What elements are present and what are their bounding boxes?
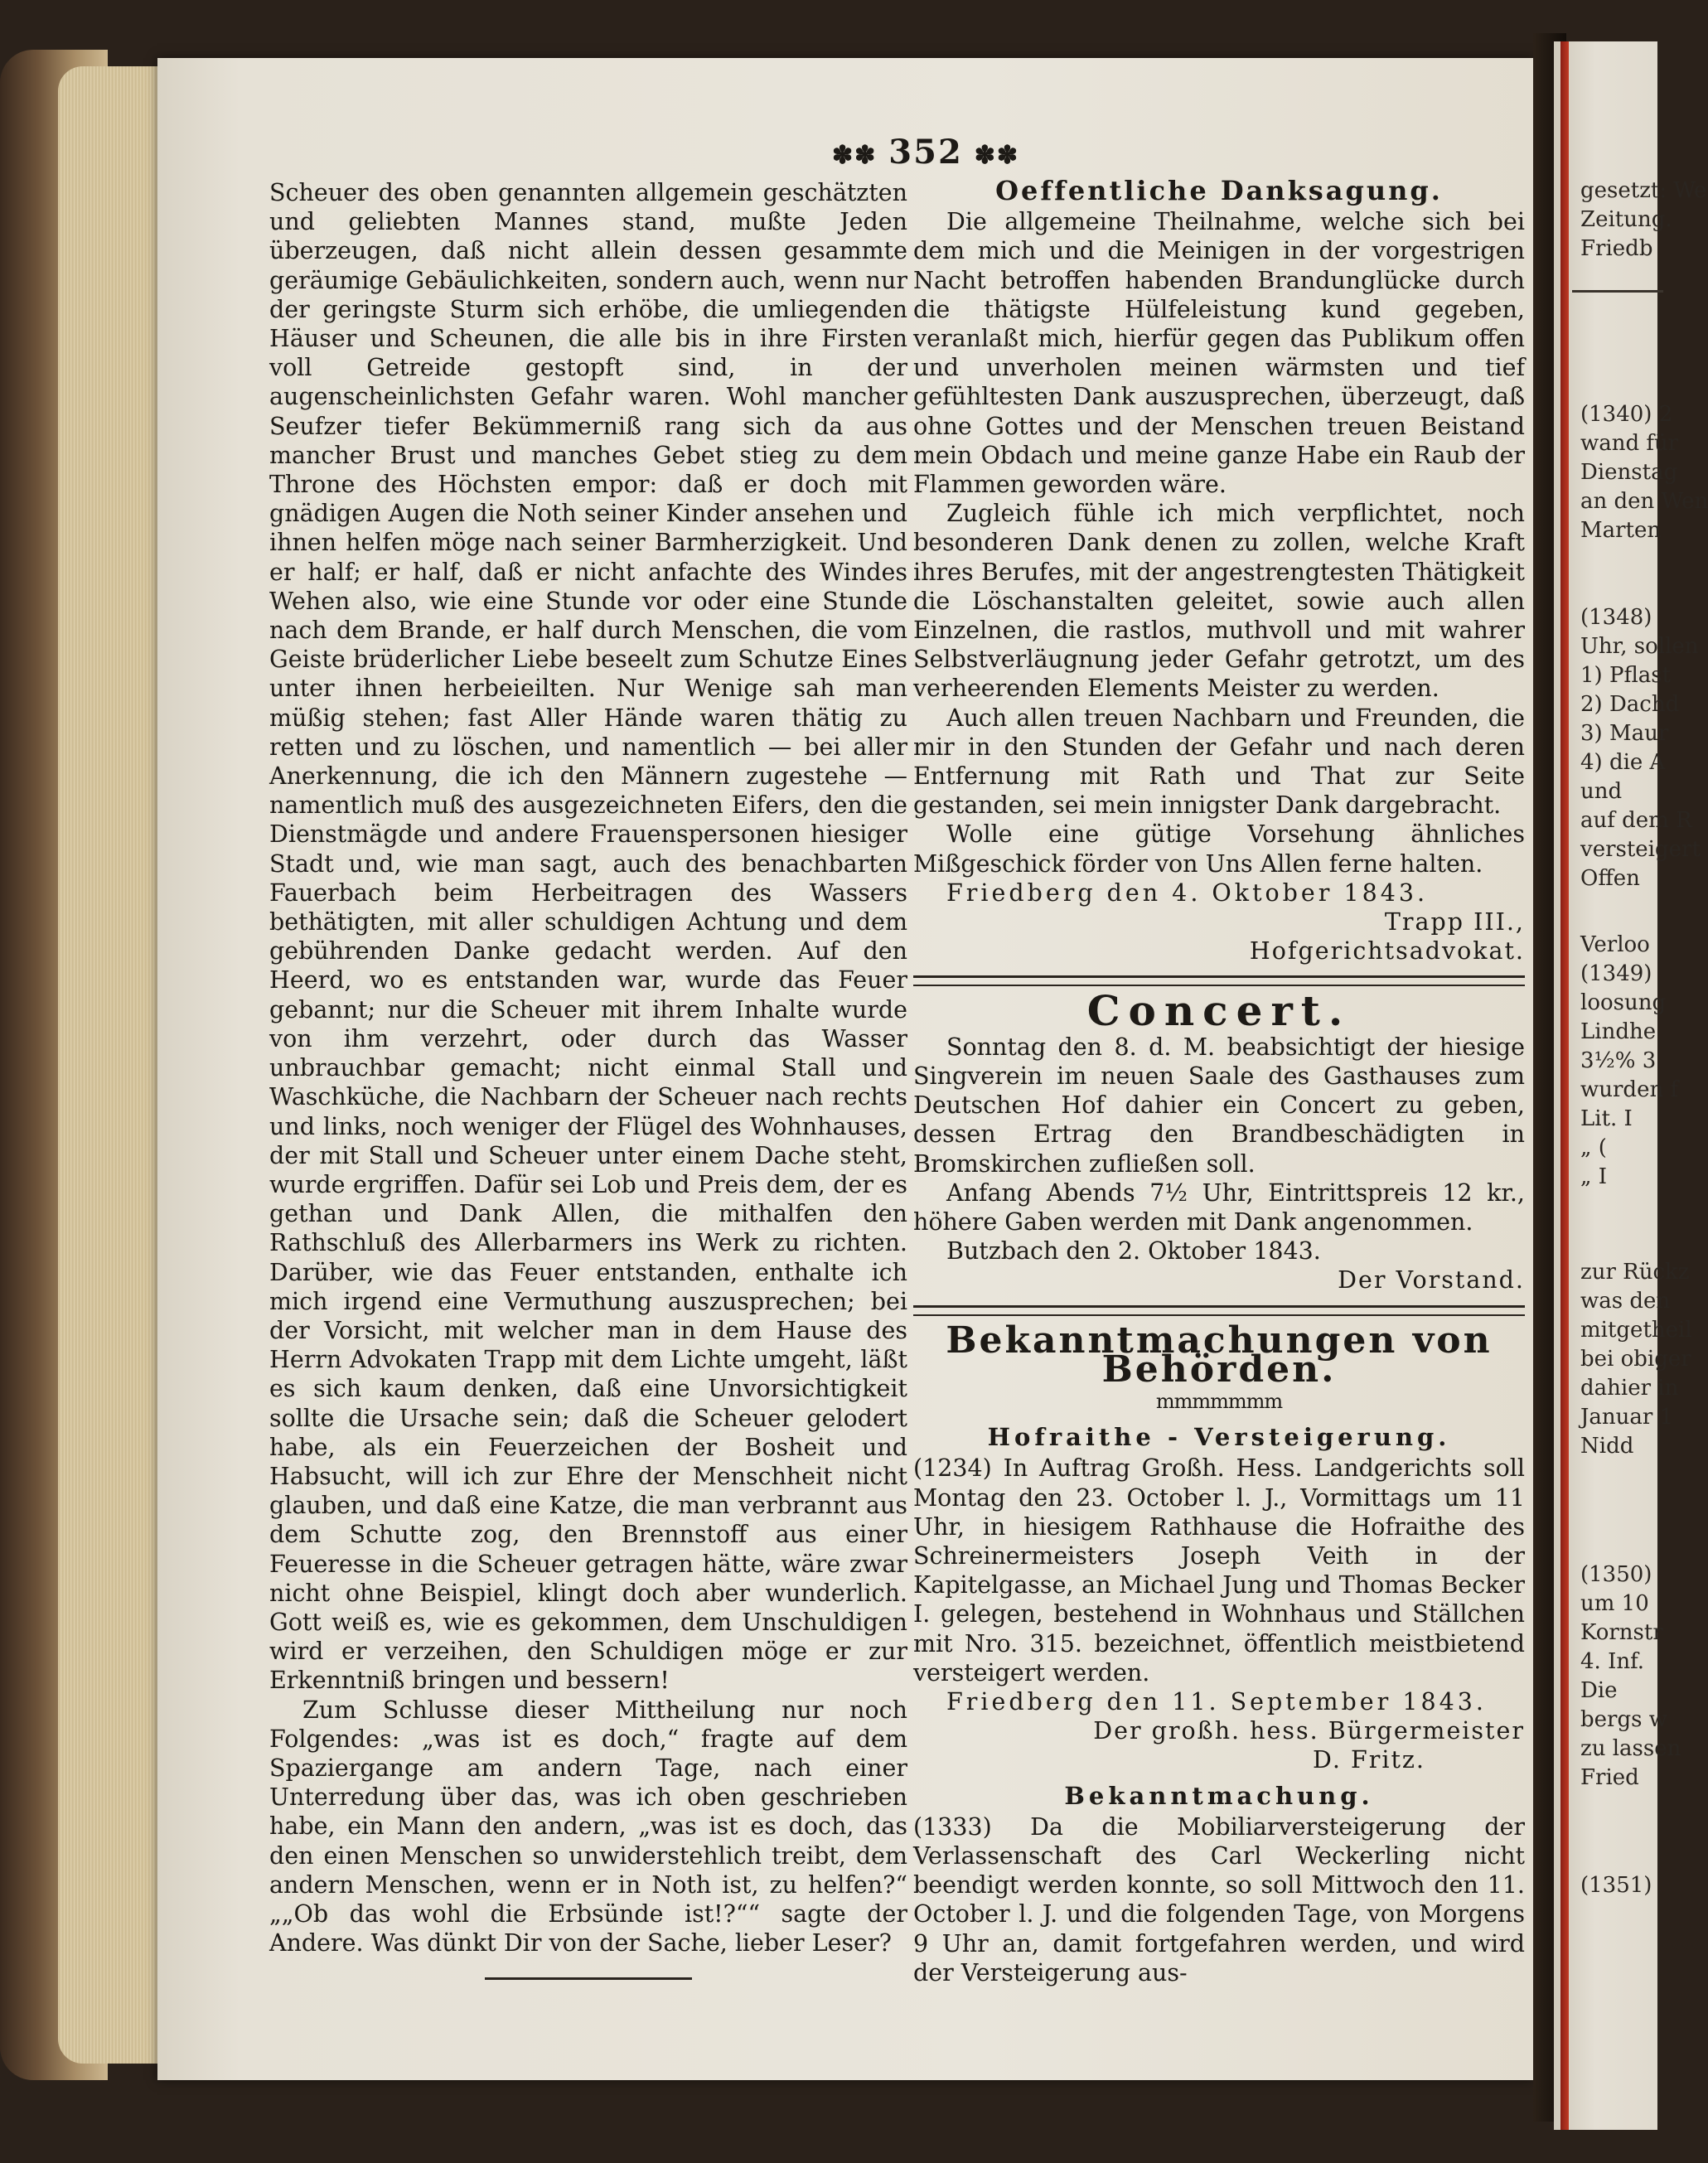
next-page-line: versteigert	[1580, 837, 1701, 862]
ornament-squiggle-icon: mmmmmmm	[1155, 1389, 1283, 1413]
next-page-line: auf dem R	[1580, 808, 1692, 833]
section-divider	[913, 975, 1525, 986]
dank-paragraph: Wolle eine gütige Vorsehung ähnliches Mißgeschick förder von Uns Allen ferne halten.	[913, 820, 1525, 878]
next-page-line: 1) Pflast	[1580, 663, 1672, 688]
next-page-line: „ (	[1580, 1135, 1607, 1160]
left-column	[269, 178, 907, 1980]
next-page-line: Zeitung.	[1580, 207, 1672, 232]
next-page-line: an den Wen	[1580, 489, 1708, 514]
hofraithe-signature-name: D. Fritz.	[1313, 1746, 1425, 1774]
next-page-line: Januar 1	[1580, 1405, 1674, 1430]
next-page-line: 2) Dachd	[1580, 692, 1680, 717]
dank-paragraph: Die allgemeine Theilnahme, welche sich bei dem mich und die Meinigen in der vorgestrigen Nacht betroffen habenden Brandunglücke durch die thätigste Hülfeleistung kund gegeben, veranlaßt mich, hierfür gegen das Publikum offen und unverholen meinen wärmsten und tief gefühltesten Dank auszusprechen, überzeugt, daß ohne Gottes und der Menschen treuen Beistand mein Obdach und meine ganze Habe ein Raub der Flammen geworden wäre.	[913, 208, 1525, 499]
next-page-line: (1349)	[1580, 961, 1652, 986]
next-page-line: was den	[1580, 1289, 1671, 1314]
next-page-fragment	[1554, 41, 1708, 2130]
article-paragraph: Zum Schlusse dieser Mittheilung nur noch Folgendes: „was ist es doch,“ fragte auf dem Spaziergange am andern Tage, nach einer Unterredung über das, was ich oben geschrieben habe, ein Mann den andern, „was ist es doch, das den einen Menschen so unwiderstehlich treibt, dem andern Menschen, wenn er in Noth ist, zu helfen?“ „„Ob das wohl die Erbsünde ist!?““ sagte der Andere. Was dünkt Dir von der Sache, lieber Leser?	[269, 1696, 907, 1957]
right-column	[913, 175, 1525, 1987]
concert-signature: Der Vorstand.	[1338, 1266, 1525, 1294]
next-page-line: Uhr, sollen	[1580, 634, 1699, 659]
next-page-line: 3) Maur	[1580, 721, 1669, 746]
next-page-line: zu lassen	[1580, 1736, 1681, 1761]
section-divider	[913, 1305, 1525, 1316]
dank-place-date: Friedberg den 4. Oktober 1843.	[946, 878, 1429, 907]
hofraithe-heading: Hofraithe - Versteigerung.	[987, 1423, 1451, 1452]
next-page-line: bergs w	[1580, 1707, 1667, 1732]
bekanntmachung-text: (1333) Da die Mobiliarversteigerung der Verlassenschaft des Carl Weckerling nicht beendigt werden konnte, so soll Mittwoch den 11. October l. J. und die folgenden Tage, von Morgens 9 Uhr an, damit fortgefahren werden, und wird der Versteigerung aus-	[913, 1812, 1525, 1986]
next-page-line: (1348)	[1580, 605, 1652, 630]
next-page-line: bei obiger	[1580, 1347, 1691, 1372]
next-page-line: Friedb	[1580, 236, 1653, 261]
concert-paragraph: Anfang Abends 7½ Uhr, Eintrittspreis 12 kr., höhere Gaben werden mit Dank angenommen.	[913, 1178, 1525, 1236]
next-page-line: loosung	[1580, 990, 1667, 1015]
page-number-value: 352	[888, 133, 963, 172]
next-page-rule	[1572, 290, 1663, 293]
ornament-left-icon: ✽✽	[832, 141, 878, 170]
article-paragraph: Scheuer des oben genannten allgemein geschätzten und geliebten Mannes stand, mußte Jeden überzeugen, daß nicht allein dessen gesammte geräumige Gebäulichkeiten, sondern auch, wenn nur der geringste Sturm sich erhöbe, die umliegenden Häuser und Scheunen, die alle bis in ihre Firsten voll Getreide gestopft sind, in der augenscheinlichsten Gefahr waren. Wohl mancher Seufzer tiefer Bekümmerniß rang sich da aus mancher Brust und manches Gebet stieg zu dem Throne des Höchsten empor: daß er doch mit gnädigen Augen die Noth seiner Kinder ansehen und ihnen helfen möge nach seiner Barmherzigkeit. Und er half; er half, daß er nicht anfachte des Windes Wehen also, wie eine Stunde vor oder eine Stunde nach dem Brande, er half durch Menschen, die vom Geiste brüderlicher Liebe beseelt zum Schutze Eines unter ihnen herbeieilten. Nur Wenige sah man müßig stehen; fast Aller Hände waren thätig zu retten und zu löschen, und namentlich — bei aller Anerkennung, die ich den Männern zugestehe — namentlich muß des ausgezeichneten Eifers, den die Dienstmägde und andere Frauenspersonen hiesiger Stadt und, wie man sagt, auch des benachbarten Fauerbach beim Herbeitragen des Wassers bethätigten, mit aller schuldigen Achtung und dem gebührenden Danke gedacht werden. Auf den Heerd, wo es entstanden war, wurde das Feuer gebannt; nur die Scheuer mit ihrem Inhalte wurde von ihm verzehrt, oder durch das Wasser unbrauchbar gemacht; nicht einmal Stall und Waschküche, die Nachbarn der Scheuer nach rechts und links, noch weniger der Flügel des Wohnhauses, der mit Stall und Scheuer unter einem Dache steht, wurde ergriffen. Dafür sei Lob und Preis dem, der es gethan und Dank Allen, die mithalfen den Rathschluß des Allerbarmers ins Werk zu richten. Darüber, wie das Feuer entstanden, enthalte ich mich irgend eine Vermuthung auszusprechen; bei der Vorsicht, mit welcher man in dem Hause des Herrn Advokaten Trapp mit dem Lichte umgeht, läßt es sich kaum denken, daß eine Unvorsichtigkeit sollte die Ursache sein; daß die Scheuer gelodert habe, als ein Feuerzeichen der Bosheit und Habsucht, will ich zur Ehre der Menschheit nicht glauben, und daß eine Katze, die man verbrannt aus dem Schutte zog, den Brennstoff aus einer Feueresse in die Scheuer getragen hätte, wäre zwar nicht ohne Beispiel, klingt doch aber wunderlich. Gott weiß es, wie es gekommen, dem Unschuldigen wird er verzeihen, den Schuldigen möge er zur Erkenntniß bringen und bessern!	[269, 179, 907, 1695]
next-page-line: Lindhe	[1580, 1019, 1657, 1044]
dank-signature-name: Trapp III.,	[1384, 908, 1525, 936]
next-page-line: Offen	[1580, 866, 1640, 891]
concert-place-date: Butzbach den 2. Oktober 1843.	[946, 1237, 1321, 1265]
next-page-line: Lit. I	[1580, 1106, 1633, 1131]
article-end-rule	[485, 1977, 692, 1980]
concert-paragraph: Sonntag den 8. d. M. beabsichtigt der hiesige Singverein im neuen Saale des Gasthauses zum Deutschen Hof dahier ein Concert zu geben, dessen Ertrag den Brandbeschädigten in Bromskirchen zufließen soll.	[913, 1033, 1525, 1178]
next-page-line: Verloo	[1580, 932, 1650, 957]
next-page-line: Dienstag	[1580, 460, 1678, 485]
page-number	[820, 133, 1031, 172]
next-page-line: zur Rückz	[1580, 1260, 1690, 1285]
next-page-line: Fried	[1580, 1765, 1639, 1790]
ornament-right-icon: ✽✽	[974, 141, 1020, 170]
bekanntmachung-heading: Bekanntmachung.	[1064, 1781, 1374, 1810]
next-page-line: gesetzt: We	[1580, 178, 1707, 203]
next-page-line: und	[1580, 779, 1623, 804]
next-page-line: mitgetheil	[1580, 1318, 1692, 1343]
next-page-line: 4) die A	[1580, 750, 1666, 775]
hofraithe-text: (1234) In Auftrag Großh. Hess. Landgerichts soll Montag den 23. October l. J., Vormittags um 11 Uhr, in hiesigem Rathhause die Hofraithe des Schreinermeisters Joseph Veith in der Kapitelgasse, an Michael Jung und Thomas Becker I. gelegen, bestehend in Wohnhaus und Ställchen mit Nro. 315. bezeichnet, öffentlich meistbietend versteigert werden.	[913, 1454, 1525, 1686]
next-page-line: wurden f	[1580, 1077, 1679, 1102]
concert-heading: Concert.	[1086, 986, 1352, 1036]
next-page-line: „ I	[1580, 1164, 1608, 1189]
dank-paragraph: Zugleich fühle ich mich verpflichtet, noch besonderen Dank denen zu zollen, welche Kraft ihres Berufes, mit der angestrengtesten Thätigkeit die Löschanstalten geleitet, sowie auch allen Einzelnen, die rastlos, muthvoll und mit wahrer Selbstverläugnung jeder Gefahr getrotzt, um des verheerenden Elements Meister zu werden.	[913, 500, 1525, 703]
hofraithe-signature-title: Der großh. hess. Bürgermeister	[1093, 1717, 1525, 1745]
next-page-line: (1350)	[1580, 1562, 1652, 1587]
next-page-line: (1340) 2	[1580, 402, 1673, 427]
page-stack-edge	[58, 66, 174, 2064]
dank-heading: Oeffentliche Danksagung.	[995, 175, 1443, 206]
red-edge-marker	[1560, 41, 1569, 2130]
next-page-line: wand für	[1580, 431, 1679, 456]
next-page-line: (1351)	[1580, 1873, 1652, 1898]
next-page-line: Kornstr	[1580, 1620, 1663, 1645]
next-page-line: um 10	[1580, 1591, 1649, 1616]
dank-paragraph: Auch allen treuen Nachbarn und Freunden, die mir in den Stunden der Gefahr und nach deren Entfernung mit Rath und That zur Seite gestanden, sei mein innigster Dank dargebracht.	[913, 704, 1525, 820]
hofraithe-place-date: Friedberg den 11. September 1843.	[946, 1687, 1487, 1715]
bekanntmachungen-heading: Bekanntmachungen von Behörden.	[946, 1319, 1493, 1391]
next-page-line: Nidd	[1580, 1434, 1634, 1459]
next-page-line: Marten	[1580, 518, 1662, 543]
dank-signature-title: Hofgerichtsadvokat.	[1249, 937, 1525, 965]
next-page-line: 4. Inf.	[1580, 1649, 1645, 1674]
next-page-line: 3½% 3	[1580, 1048, 1657, 1073]
next-page-line: dahier in	[1580, 1376, 1679, 1401]
next-page-line: Die	[1580, 1678, 1618, 1703]
